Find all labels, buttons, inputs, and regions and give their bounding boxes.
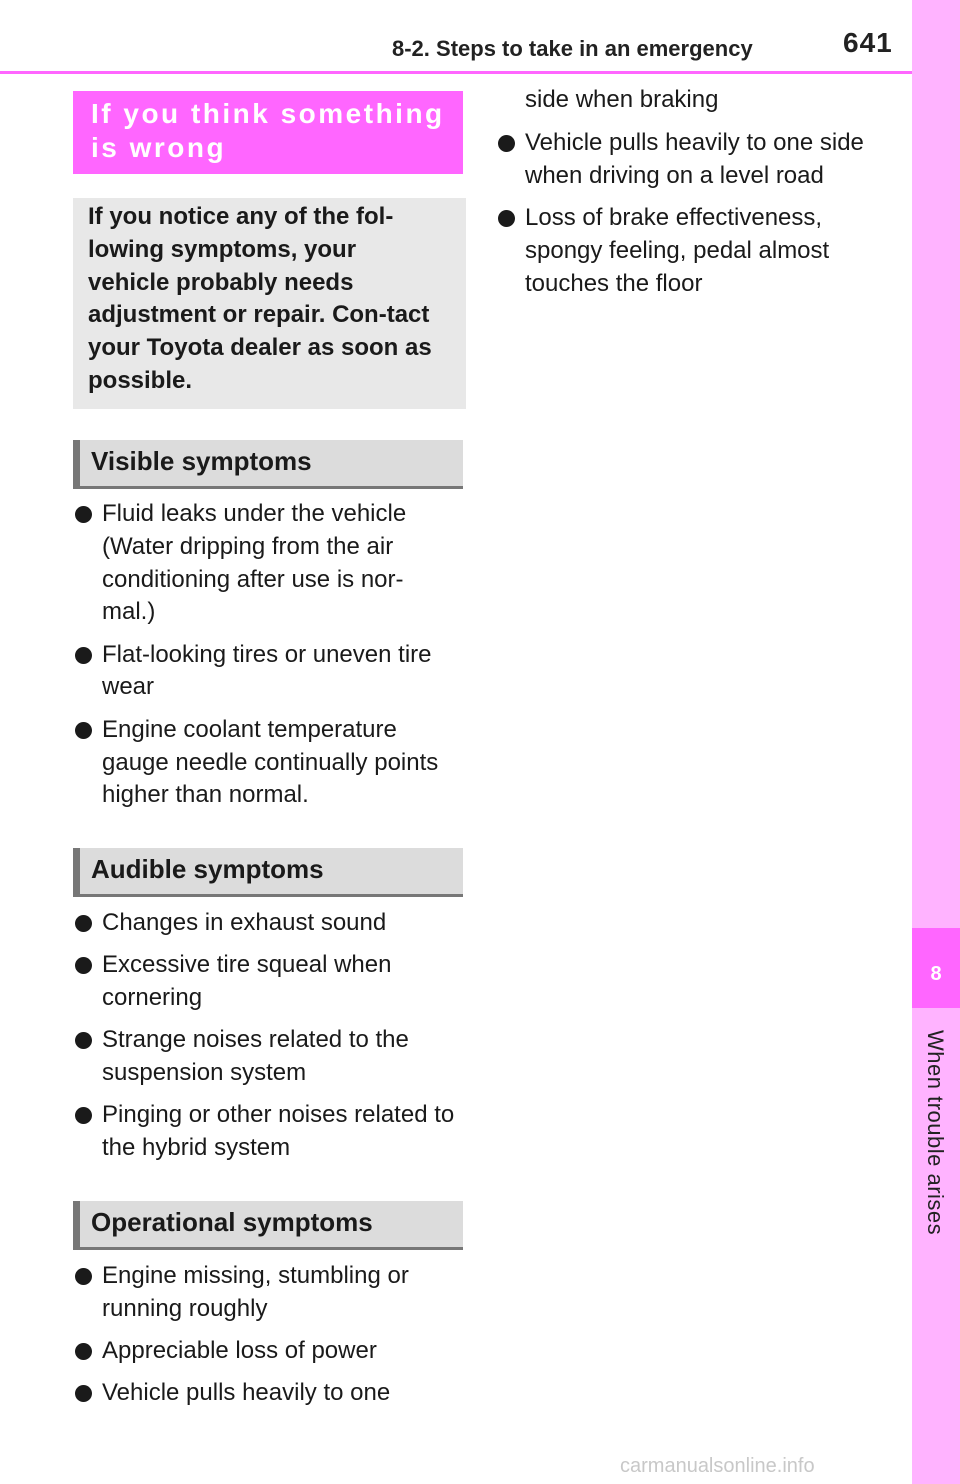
list-item: Loss of brake effectiveness, spongy feeling, pedal almost touches the floor [496,202,876,300]
watermark: carmanualsonline.info [620,1455,815,1477]
operational-symptoms-heading: Operational symptoms [73,1201,463,1250]
operational-symptoms-list-continued [496,127,876,310]
audible-symptoms-heading: Audible symptoms [73,848,463,897]
page-header [0,0,912,74]
list-item: Engine missing, stumbling or running roughly [73,1260,463,1326]
operational-symptoms-list [73,1260,463,1420]
page-number: 641 [843,27,893,58]
list-item: Strange noises related to the suspension system [73,1024,463,1090]
section-title: If you think something is wrong [73,91,463,174]
chapter-number: 8 [912,928,960,1008]
list-item: Engine coolant temperature gauge needle continually points higher than normal. [73,714,453,812]
list-item: Vehicle pulls heavily to one [73,1377,463,1410]
list-item: Flat-looking tires or uneven tire wear [73,639,453,705]
chapter-title: When trouble arises [923,1030,948,1236]
intro-paragraph: If you notice any of the fol-lowing symptoms, your vehicle probably needs adjustment or repair. Con-tact your Toyota dealer as soon as possible. [88,203,432,394]
continued-text: side when braking [525,86,719,113]
visible-symptoms-list [73,498,453,822]
section-breadcrumb: 8-2. Steps to take in an emergency [392,36,753,61]
list-item: Excessive tire squeal when cornering [73,949,463,1015]
list-item: Vehicle pulls heavily to one side when driving on a level road [496,127,876,193]
list-item: Changes in exhaust sound [73,907,463,940]
list-item: Appreciable loss of power [73,1335,463,1368]
visible-symptoms-heading: Visible symptoms [73,440,463,489]
intro-text [73,198,466,409]
audible-symptoms-list [73,907,463,1175]
chapter-side-tab [912,0,960,1484]
list-item: Fluid leaks under the vehicle (Water dripping from the air conditioning after use is nor-mal.) [73,498,453,629]
list-item: Pinging or other noises related to the hybrid system [73,1099,463,1165]
